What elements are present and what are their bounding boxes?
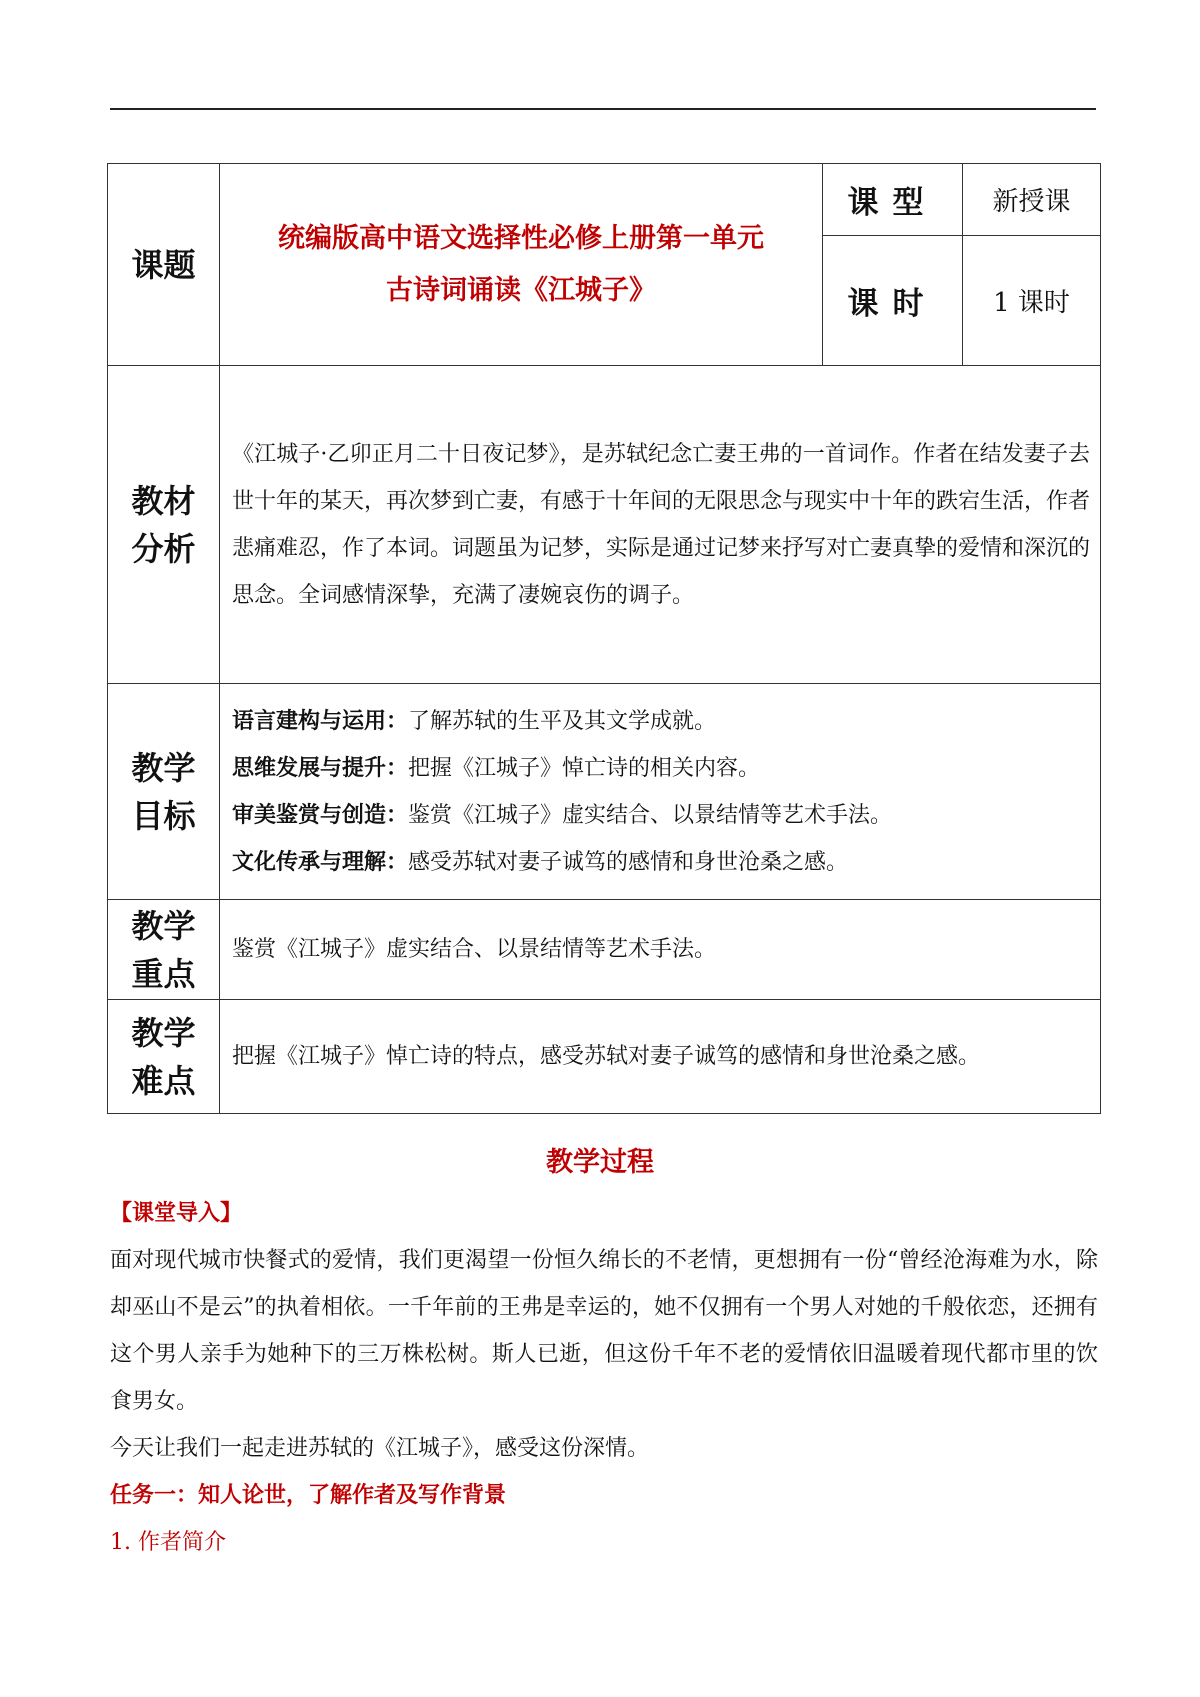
topic-label: 课题: [131, 245, 196, 284]
intro-paragraph: 面对现代城市快餐式的爱情，我们更渴望一份恒久绵长的不老情，更想拥有一份“曾经沧海难为水，除却巫山不是云”的执着相依。一千年前的王弗是幸运的，她不仅拥有一个男人对她的千般依恋，还拥有这个男人亲手为她种下的三万株松树。斯人已逝，但这份千年不老的爱情依旧温暖着现代都市里的饮食男女。: [110, 1248, 1098, 1414]
topic-label-cell: [108, 164, 220, 366]
goals-label-1: 教学: [131, 748, 196, 787]
analysis-label-1: 教材: [131, 481, 196, 520]
topic-title-cell: [220, 164, 823, 366]
type-value-cell: [963, 164, 1101, 236]
goal-text: 感受苏轼对妻子诚笃的感情和身世沧桑之感。: [408, 849, 849, 875]
topic-row: [108, 164, 1101, 236]
key-points-text: 鉴赏《江城子》虚实结合、以景结情等艺术手法。: [220, 900, 1101, 1000]
difficult-points-row: [108, 1000, 1101, 1114]
difficult-label-cell: [108, 1000, 220, 1114]
hours-label: 课时: [847, 286, 938, 322]
key-label-cell: [108, 900, 220, 1000]
type-label: 课型: [847, 185, 938, 221]
goal-text: 把握《江城子》悼亡诗的相关内容。: [408, 755, 761, 781]
key-label-1: 教学: [131, 906, 196, 945]
goal-text: 鉴赏《江城子》虚实结合、以景结情等艺术手法。: [408, 802, 893, 828]
goals-label-cell: [108, 684, 220, 900]
analysis-label-cell: [108, 366, 220, 684]
topic-title-line1: 统编版高中语文选择性必修上册第一单元: [278, 222, 764, 254]
key-points-row: [108, 900, 1101, 1000]
difficult-points-text: 把握《江城子》悼亡诗的特点，感受苏轼对妻子诚笃的感情和身世沧桑之感。: [220, 1000, 1101, 1114]
hours-value: 1 课时: [993, 288, 1070, 318]
goals-label-2: 目标: [131, 796, 196, 835]
author-intro-heading: 1. 作者简介: [110, 1530, 226, 1555]
analysis-text: 《江城子·乙卯正月二十日夜记梦》，是苏轼纪念亡妻王弗的一首词作。作者在结发妻子去世十年的某天，再次梦到亡妻，有感于十年间的无限思念与现实中十年的跌宕生活，作者悲痛难忍，作了本词。词题虽为记梦，实际是通过记梦来抒写对亡妻真挚的爱情和深沉的思念。全词感情深挚，充满了凄婉哀伤的调子。: [220, 366, 1101, 684]
teaching-process-title: 教学过程: [546, 1147, 654, 1178]
type-value: 新授课: [992, 187, 1071, 217]
goal-title: 文化传承与理解：: [232, 849, 409, 875]
analysis-row: [108, 366, 1101, 684]
intro-closing: 今天让我们一起走进苏轼的《江城子》，感受这份深情。: [110, 1436, 650, 1461]
goal-item: [232, 745, 1090, 792]
analysis-label-2: 分析: [131, 529, 196, 568]
task1-heading: 任务一：知人论世，了解作者及写作背景: [110, 1483, 507, 1508]
topic-title-line2: 古诗词诵读《江城子》: [386, 274, 656, 306]
process-content: [110, 1190, 1098, 1566]
hours-value-cell: [963, 236, 1101, 366]
goal-item: [232, 792, 1090, 839]
type-label-cell: [823, 164, 963, 236]
goal-title: 审美鉴赏与创造：: [232, 802, 409, 828]
goals-list: [220, 684, 1101, 900]
key-label-2: 重点: [131, 954, 196, 993]
lesson-info-table: [107, 163, 1101, 1114]
goal-title: 思维发展与提升：: [232, 755, 409, 781]
header-rule: [110, 108, 1096, 110]
goals-row: [108, 684, 1101, 900]
hours-label-cell: [823, 236, 963, 366]
difficult-label-2: 难点: [131, 1061, 196, 1100]
difficult-label-1: 教学: [131, 1013, 196, 1052]
goal-item: [232, 839, 1090, 886]
intro-heading: 【课堂导入】: [110, 1201, 243, 1226]
goal-text: 了解苏轼的生平及其文学成就。: [408, 708, 717, 734]
goal-item: [232, 698, 1090, 745]
goal-title: 语言建构与运用：: [232, 708, 409, 734]
